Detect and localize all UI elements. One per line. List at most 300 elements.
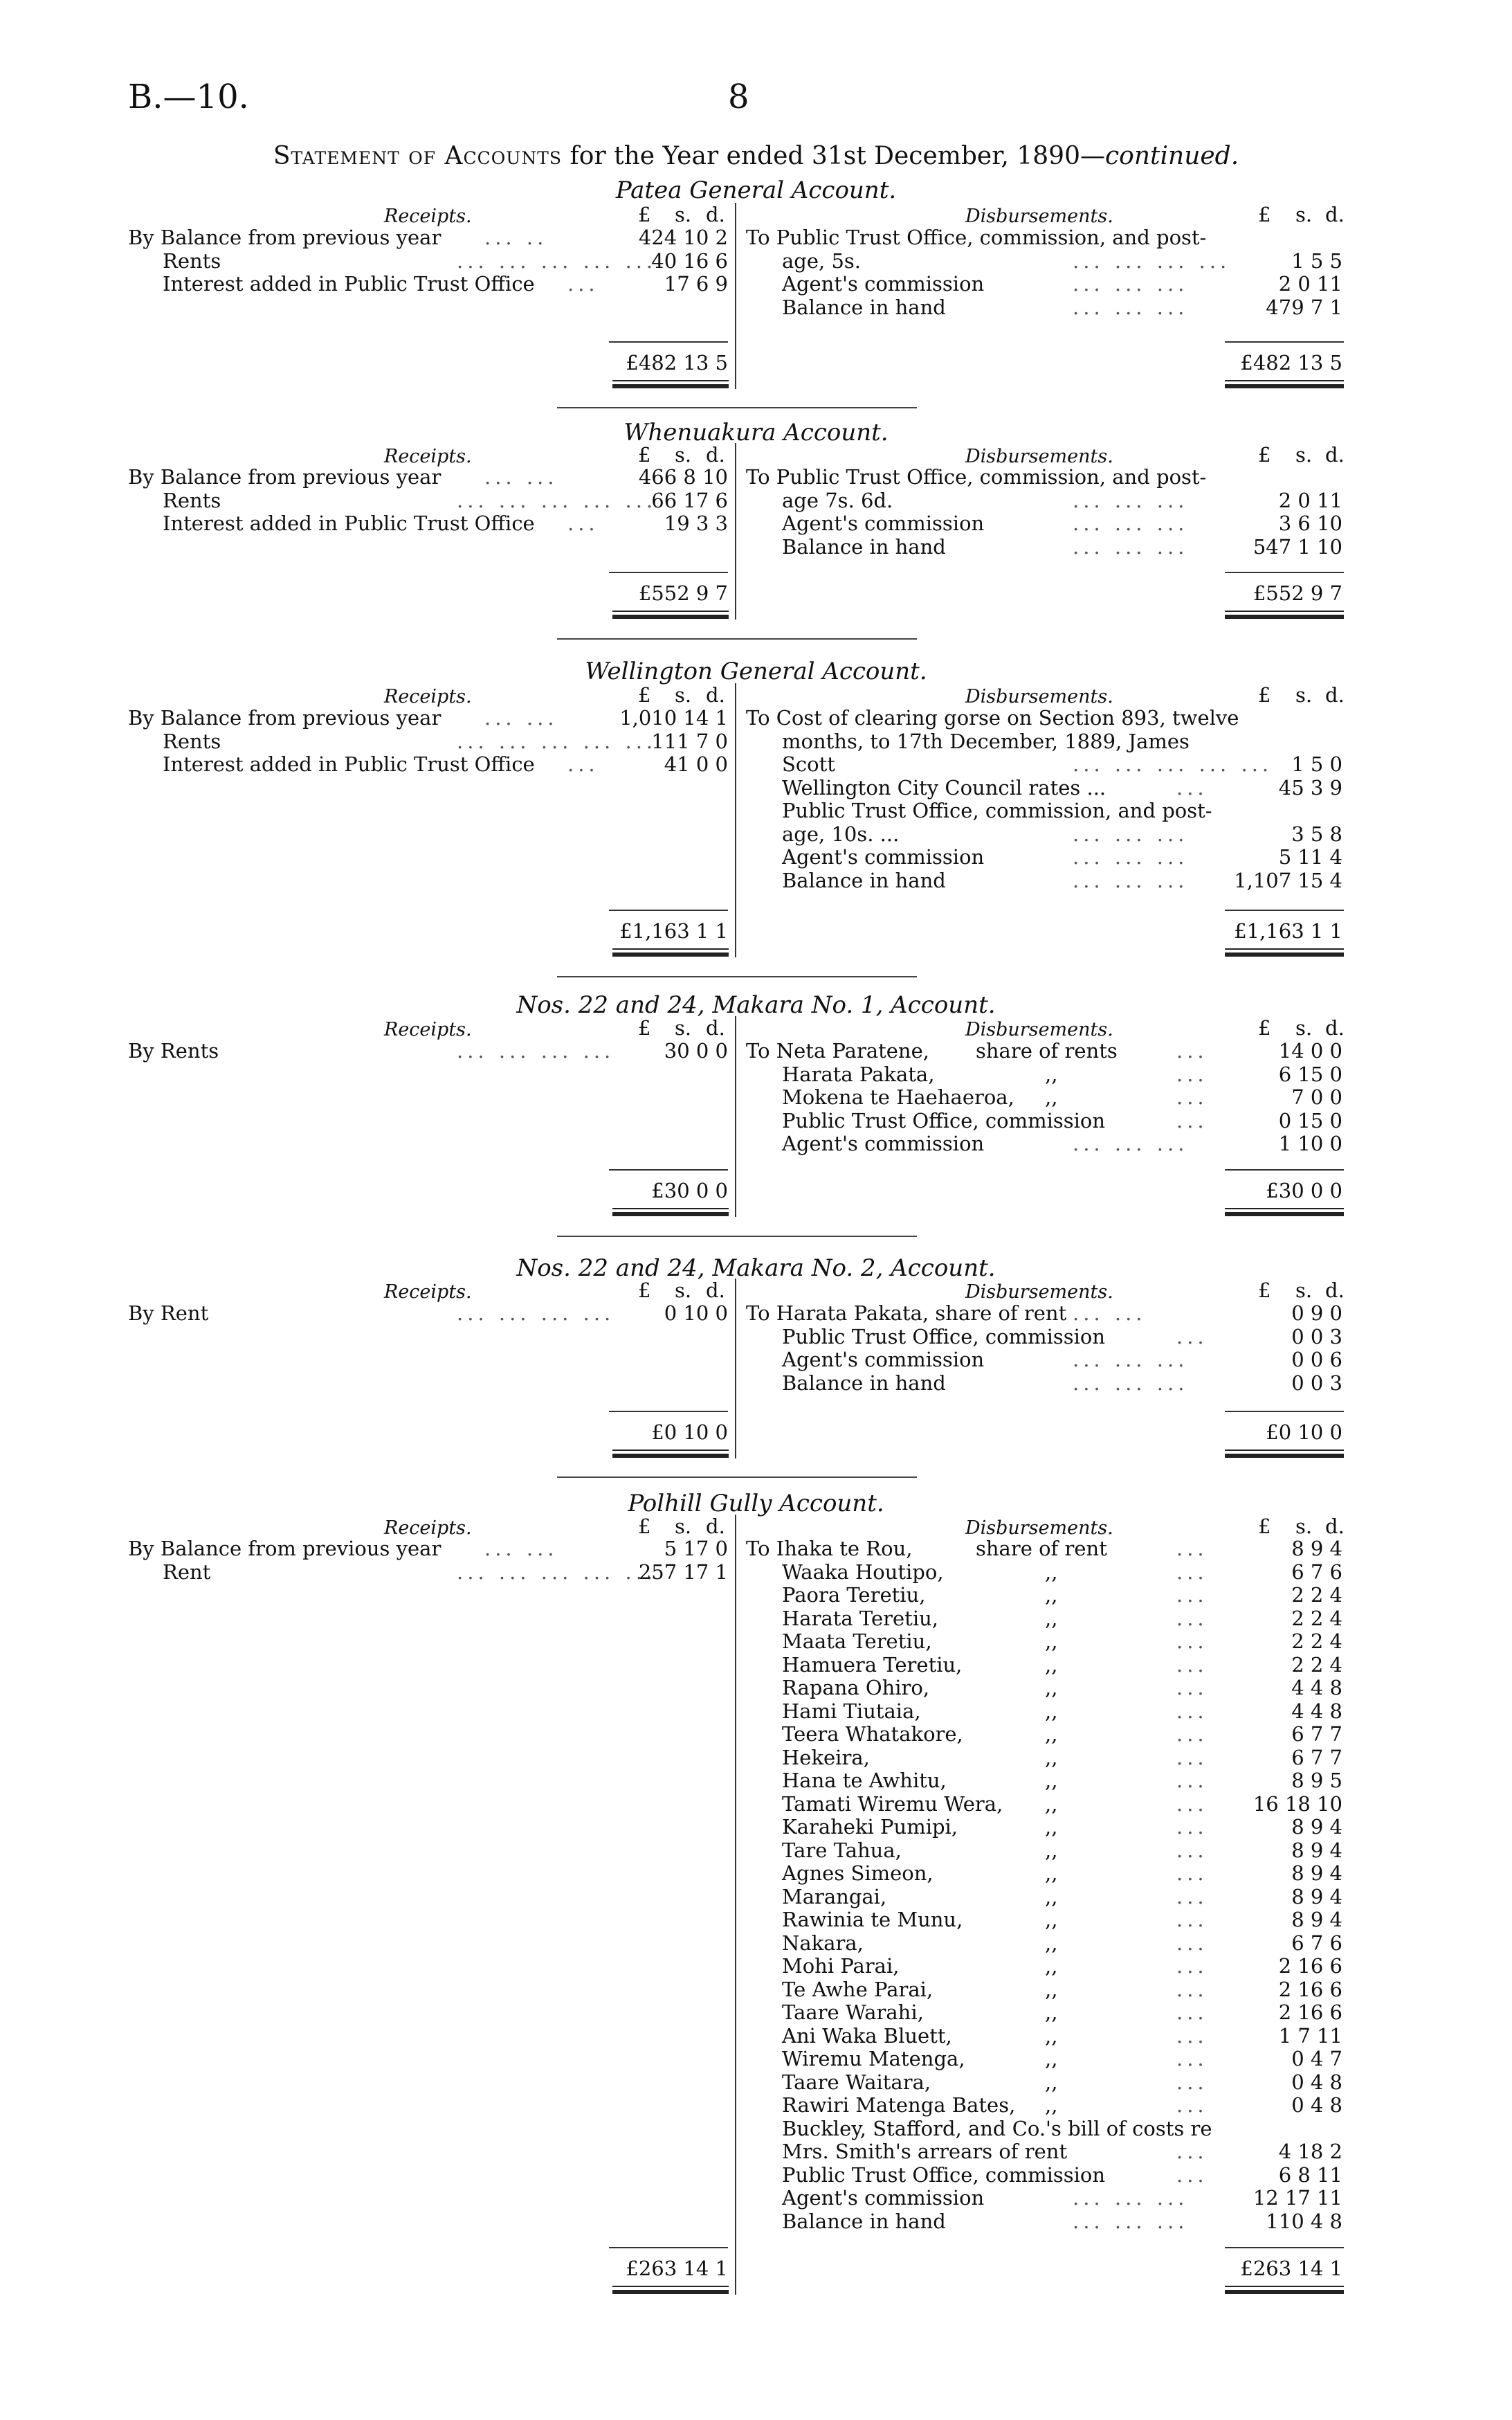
s6-disbursement-note: ,, (1045, 1815, 1058, 1839)
s3-disbursement-amount: 45 3 9 (1278, 776, 1342, 800)
s1-disbursement-label: To Public Trust Office, commission, and post- (746, 226, 1207, 249)
s5-disbursements-total: £0 10 0 (1266, 1420, 1342, 1444)
s2-receipts-heading: Receipts. (384, 446, 472, 467)
s1-receipt-amount: 17 6 9 (664, 272, 728, 296)
s3-disbursement-dots: ... ... ... (1073, 845, 1189, 869)
s3-disbursement-label: Balance in hand (782, 869, 946, 892)
s4-dis-pound: £ (1258, 1016, 1271, 1040)
s3-disbursement-amount: 1 5 0 (1291, 752, 1342, 776)
s6-disbursement-label: Tamati Wiremu Wera, (782, 1792, 1003, 1816)
s6-disbursement-dots: ... (1176, 2024, 1208, 2048)
s6-disbursement-dots: ... (1176, 1839, 1208, 1862)
s6-disbursement-amount: 6 7 7 (1291, 1722, 1342, 1746)
s3-receipts-heading: Receipts. (384, 686, 472, 707)
s1-receipt-amount: 424 10 2 (638, 226, 728, 249)
s5-disbursement-dots: ... ... (1073, 1301, 1147, 1325)
s5-title: Nos. 22 and 24, Makara No. 2, Account. (516, 1254, 996, 1282)
s6-disbursement-dots: ... (1176, 1861, 1208, 1885)
s5-receipt-dots: ... ... ... ... (457, 1301, 615, 1325)
s1-disbursement-dots: ... ... ... ... (1073, 249, 1231, 273)
s2-rec-d: d. (706, 443, 725, 467)
s1-rec-s: s. (675, 203, 692, 226)
s3-disbursement-dots: ... (1176, 776, 1208, 800)
s6-receipts-rule (609, 2247, 728, 2248)
s3-disbursements-rule (1225, 910, 1344, 911)
s2-receipt-dots: ... ... ... ... ... (457, 489, 657, 512)
s6-disbursement-label: Mohi Parai, (782, 1954, 900, 1978)
s6-disbursement-label: Wiremu Matenga, (782, 2047, 965, 2070)
s6-disbursement-label: Hami Tiutaia, (782, 1699, 921, 1723)
s6-disbursement-dots: ... (1176, 1815, 1208, 1839)
s1-receipt-label: By Balance from previous year (128, 226, 441, 249)
s3-disbursement-amount: 1,107 15 4 (1234, 869, 1342, 892)
s3-receipt-dots: ... (567, 752, 599, 776)
s5-receipts-double-rule (612, 1450, 729, 1458)
s6-disbursement-label: Taare Waitara, (782, 2070, 931, 2094)
s6-rec-d: d. (706, 1515, 725, 1538)
s6-disbursement-amount: 8 9 4 (1291, 1908, 1342, 1931)
s3-title: Wellington General Account. (585, 658, 927, 685)
s2-title: Whenuakura Account. (623, 419, 889, 446)
s6-disbursement-amount: 8 9 4 (1291, 1537, 1342, 1560)
s5-disbursements-rule (1225, 1411, 1344, 1412)
s6-disbursement-dots: ... (1176, 1885, 1208, 1908)
s6-disbursement-label: Paora Teretiu, (782, 1583, 926, 1607)
s5-disbursement-amount: 0 9 0 (1291, 1301, 1342, 1325)
s3-rec-s: s. (675, 683, 692, 707)
s6-column-divider (735, 1515, 736, 2295)
s6-disbursement-amount: 2 2 4 (1291, 1583, 1342, 1607)
s1-dis-pound: £ (1258, 203, 1271, 226)
s6-disbursement-dots: ... ... ... (1073, 2186, 1189, 2210)
s2-disbursement-label: To Public Trust Office, commission, and post- (746, 465, 1207, 489)
s6-disbursement-amount: 4 4 8 (1291, 1676, 1342, 1699)
s3-rec-d: d. (706, 683, 725, 707)
s6-disbursement-amount: 16 18 10 (1253, 1792, 1342, 1816)
s3-receipt-label: Rents (163, 730, 221, 753)
s4-receipts-total: £30 0 0 (651, 1179, 728, 1202)
s3-dis-s: s. (1295, 683, 1313, 707)
s6-dis-d: d. (1325, 1515, 1345, 1538)
s1-disbursement-dots: ... ... ... (1073, 296, 1189, 319)
s6-disbursement-label: Ani Waka Bluett, (782, 2024, 952, 2048)
s6-disbursement-note: share of rent (976, 1537, 1107, 1560)
s5-column-divider (735, 1279, 736, 1459)
s5-receipts-total: £0 10 0 (651, 1420, 728, 1444)
s6-disbursement-note: ,, (1045, 2001, 1058, 2024)
s6-disbursement-label: Balance in hand (782, 2210, 946, 2233)
s3-section-separator (557, 976, 917, 977)
s6-title: Polhill Gully Account. (628, 1490, 884, 1517)
s6-disbursement-label: Agnes Simeon, (782, 1861, 933, 1885)
s6-disbursement-note: ,, (1045, 1839, 1058, 1862)
s6-disbursement-label: Hekeira, (782, 1746, 870, 1769)
s6-disbursement-amount: 6 7 6 (1291, 1560, 1342, 1584)
s6-rec-s: s. (675, 1515, 692, 1538)
s4-disbursement-dots: ... ... ... (1073, 1132, 1189, 1155)
s5-disbursement-dots: ... ... ... (1073, 1371, 1189, 1395)
statement-heading (0, 142, 1512, 170)
s6-disbursement-note: ,, (1045, 1676, 1058, 1699)
s4-receipt-amount: 30 0 0 (664, 1039, 728, 1063)
s4-disbursement-label: Mokena te Haehaeroa, (782, 1085, 1014, 1109)
s6-disbursement-label: Rawinia te Munu, (782, 1908, 963, 1931)
s4-receipt-label: By Rents (128, 1039, 219, 1063)
page-number: 8 (728, 78, 749, 116)
s4-disbursement-label: Agent's commission (782, 1132, 985, 1155)
s5-disbursement-label: Public Trust Office, commission (782, 1325, 1106, 1348)
s6-disbursement-label: Harata Teretiu, (782, 1607, 938, 1630)
s4-disbursement-label: Harata Pakata, (782, 1063, 935, 1086)
s1-receipts-rule (609, 341, 728, 343)
s6-disbursement-dots: ... (1176, 2093, 1208, 2117)
page-ref: B.—10. (128, 78, 249, 116)
s2-disbursements-rule (1225, 572, 1344, 573)
s6-disbursement-note: ,, (1045, 1931, 1058, 1955)
statement-prefix: Statement of Accounts (273, 142, 563, 170)
s5-rec-s: s. (675, 1279, 692, 1302)
s6-disbursement-amount: 2 16 6 (1278, 1954, 1342, 1978)
s6-disbursement-amount: 0 4 8 (1291, 2093, 1342, 2117)
s6-disbursements-total: £263 14 1 (1240, 2257, 1342, 2280)
s6-disbursements-double-rule (1225, 2286, 1344, 2294)
s2-disbursement-dots: ... ... ... (1073, 489, 1189, 512)
s6-receipt-label: Rent (163, 1560, 211, 1584)
s6-disbursement-label: Maata Teretiu, (782, 1629, 932, 1653)
s2-receipts-total: £552 9 7 (638, 581, 728, 605)
s6-disbursement-label: Agent's commission (782, 2186, 985, 2210)
s6-disbursement-dots: ... (1176, 1537, 1208, 1560)
s6-disbursement-dots: ... (1176, 1908, 1208, 1931)
s3-receipt-amount: 41 0 0 (664, 752, 728, 776)
s6-disbursement-dots: ... (1176, 2163, 1208, 2187)
s5-disbursement-amount: 0 0 3 (1291, 1325, 1342, 1348)
s5-disbursement-amount: 0 0 3 (1291, 1371, 1342, 1395)
s6-disbursement-amount: 2 16 6 (1278, 2001, 1342, 2024)
s3-dis-pound: £ (1258, 683, 1271, 707)
s6-disbursement-amount: 2 2 4 (1291, 1629, 1342, 1653)
s6-disbursement-dots: ... (1176, 1746, 1208, 1769)
s4-dis-s: s. (1295, 1016, 1313, 1040)
s6-disbursement-dots: ... (1176, 1676, 1208, 1699)
s3-disbursements-heading: Disbursements. (965, 686, 1113, 707)
s2-receipt-label: Rents (163, 489, 221, 512)
s1-receipt-amount: 40 16 6 (651, 249, 728, 273)
s2-receipt-dots: ... (567, 512, 599, 535)
s5-receipt-amount: 0 10 0 (664, 1301, 728, 1325)
s6-disbursement-label: Mrs. Smith's arrears of rent (782, 2140, 1068, 2163)
s4-disbursement-dots: ... (1176, 1109, 1208, 1132)
s3-disbursement-dots: ... ... ... (1073, 869, 1189, 892)
s6-disbursement-note: ,, (1045, 1861, 1058, 1885)
s2-receipts-rule (609, 572, 728, 573)
s3-receipt-amount: 111 7 0 (651, 730, 728, 753)
s2-column-divider (735, 443, 736, 620)
s6-disbursement-amount: 2 2 4 (1291, 1607, 1342, 1630)
s6-disbursement-label: To Ihaka te Rou, (746, 1537, 913, 1560)
s2-dis-d: d. (1325, 443, 1345, 467)
s3-disbursements-double-rule (1225, 948, 1344, 957)
s4-disbursement-note: share of rents (976, 1039, 1118, 1063)
s3-disbursement-amount: 3 5 8 (1291, 822, 1342, 846)
s3-receipt-dots: ... ... (484, 706, 558, 730)
s1-disbursement-amount: 2 0 11 (1278, 272, 1342, 296)
s6-disbursement-dots: ... (1176, 1629, 1208, 1653)
s6-dis-s: s. (1295, 1515, 1313, 1538)
s6-disbursement-label: Rawiri Matenga Bates, (782, 2093, 1016, 2117)
s5-disbursement-amount: 0 0 6 (1291, 1348, 1342, 1371)
s6-disbursement-amount: 4 18 2 (1278, 2140, 1342, 2163)
s5-disbursements-heading: Disbursements. (965, 1281, 1113, 1303)
s6-disbursement-dots: ... ... ... (1073, 2210, 1189, 2233)
s4-disbursement-label: To Neta Paratene, (746, 1039, 929, 1063)
s6-disbursement-label: Karaheki Pumipi, (782, 1815, 958, 1839)
s3-rec-pound: £ (638, 683, 651, 707)
s2-disbursement-amount: 3 6 10 (1278, 512, 1342, 535)
s2-receipt-label: Interest added in Public Trust Office (163, 512, 535, 535)
s2-disbursement-amount: 547 1 10 (1253, 535, 1342, 559)
s3-receipt-dots: ... ... ... ... ... (457, 730, 657, 753)
s5-dis-pound: £ (1258, 1279, 1271, 1302)
s6-disbursement-dots: ... (1176, 1931, 1208, 1955)
s4-dis-d: d. (1325, 1016, 1345, 1040)
s6-disbursement-dots: ... (1176, 1560, 1208, 1584)
s6-disbursement-amount: 8 9 4 (1291, 1839, 1342, 1862)
statement-suffix: continued. (1105, 142, 1239, 170)
s1-receipt-label: Rents (163, 249, 221, 273)
s5-disbursements-double-rule (1225, 1450, 1344, 1458)
s6-disbursement-amount: 6 8 11 (1278, 2163, 1342, 2187)
s4-disbursement-amount: 14 0 0 (1278, 1039, 1342, 1063)
s6-dis-pound: £ (1258, 1515, 1271, 1538)
s6-receipts-heading: Receipts. (384, 1517, 472, 1539)
s6-disbursement-note: ,, (1045, 1722, 1058, 1746)
s6-disbursement-note: ,, (1045, 1699, 1058, 1723)
s5-disbursement-label: Balance in hand (782, 1371, 946, 1395)
s6-disbursement-note: ,, (1045, 2093, 1058, 2117)
s6-receipt-dots: ... ... (484, 1537, 558, 1560)
s1-section-separator (557, 407, 917, 408)
s3-disbursement-label: Agent's commission (782, 845, 985, 869)
s4-rec-d: d. (706, 1016, 725, 1040)
s6-disbursement-label: Te Awhe Parai, (782, 1978, 933, 2001)
s5-dis-s: s. (1295, 1279, 1313, 1302)
s3-disbursement-amount: 5 11 4 (1278, 845, 1342, 869)
s4-receipts-rule (609, 1169, 728, 1171)
s6-disbursement-label: Teera Whatakore, (782, 1722, 963, 1746)
s5-rec-d: d. (706, 1279, 725, 1302)
s6-disbursement-label: Nakara, (782, 1931, 864, 1955)
s2-receipt-amount: 466 8 10 (638, 465, 728, 489)
s4-section-separator (557, 1236, 917, 1237)
s3-disbursement-label: To Cost of clearing gorse on Section 893, twelve (746, 706, 1239, 730)
s6-disbursement-note: ,, (1045, 1653, 1058, 1677)
s2-disbursement-label: Balance in hand (782, 535, 946, 559)
s6-disbursement-dots: ... (1176, 2070, 1208, 2094)
s6-disbursement-amount: 1 7 11 (1278, 2024, 1342, 2048)
s6-disbursement-note: ,, (1045, 1629, 1058, 1653)
s6-disbursement-label: Tare Tahua, (782, 1839, 902, 1862)
s2-section-separator (557, 638, 917, 640)
s1-receipts-double-rule (612, 380, 729, 388)
s6-receipts-double-rule (612, 2286, 729, 2294)
s6-disbursement-amount: 8 9 4 (1291, 1885, 1342, 1908)
s4-disbursement-dots: ... (1176, 1063, 1208, 1086)
s6-disbursement-dots: ... (1176, 1792, 1208, 1816)
s6-disbursement-note: ,, (1045, 1885, 1058, 1908)
s3-disbursement-dots: ... ... ... ... ... (1073, 752, 1273, 776)
s1-rec-d: d. (706, 203, 725, 226)
s1-receipts-heading: Receipts. (384, 206, 472, 227)
s6-disbursement-dots: ... (1176, 1653, 1208, 1677)
s5-receipt-label: By Rent (128, 1301, 209, 1325)
s1-dis-s: s. (1295, 203, 1313, 226)
s4-disbursement-note: ,, (1045, 1063, 1058, 1086)
s6-receipt-label: By Balance from previous year (128, 1537, 441, 1560)
s2-disbursements-heading: Disbursements. (965, 446, 1113, 467)
s3-receipt-label: By Balance from previous year (128, 706, 441, 730)
s2-receipt-label: By Balance from previous year (128, 465, 441, 489)
s6-disbursement-amount: 6 7 6 (1291, 1931, 1342, 1955)
s6-disbursement-dots: ... (1176, 2140, 1208, 2163)
s3-disbursement-label: Wellington City Council rates ... (782, 776, 1106, 800)
s6-disbursement-note: ,, (1045, 1978, 1058, 2001)
s3-receipt-amount: 1,010 14 1 (619, 706, 728, 730)
s5-rec-pound: £ (638, 1279, 651, 1302)
s6-disbursement-note: ,, (1045, 1769, 1058, 1792)
s6-disbursements-rule (1225, 2247, 1344, 2248)
s6-disbursement-dots: ... (1176, 1954, 1208, 1978)
s1-rec-pound: £ (638, 203, 651, 226)
s1-receipt-dots: ... (567, 272, 599, 296)
s6-disbursement-note: ,, (1045, 1746, 1058, 1769)
s6-disbursement-dots: ... (1176, 2047, 1208, 2070)
s3-receipts-double-rule (612, 948, 729, 957)
s6-disbursement-label: Hana te Awhitu, (782, 1769, 947, 1792)
s6-disbursement-label: Buckley, Stafford, and Co.'s bill of costs re (782, 2117, 1212, 2140)
s6-disbursement-label: Hamuera Teretiu, (782, 1653, 963, 1677)
s3-disbursement-label: months, to 17th December, 1889, James (782, 730, 1190, 753)
s6-disbursement-note: ,, (1045, 1954, 1058, 1978)
s2-disbursements-double-rule (1225, 611, 1344, 619)
s6-receipt-amount: 5 17 0 (664, 1537, 728, 1560)
s6-disbursement-dots: ... (1176, 1699, 1208, 1723)
s1-dis-d: d. (1325, 203, 1345, 226)
s2-disbursement-label: age 7s. 6d. (782, 489, 893, 512)
s2-disbursement-dots: ... ... ... (1073, 512, 1189, 535)
s5-disbursement-dots: ... ... ... (1073, 1348, 1189, 1371)
s4-disbursement-amount: 0 15 0 (1278, 1109, 1342, 1132)
s6-disbursement-label: Rapana Ohiro, (782, 1676, 930, 1699)
s6-disbursement-note: ,, (1045, 2047, 1058, 2070)
s6-disbursement-label: Taare Warahi, (782, 2001, 924, 2024)
s1-receipt-label: Interest added in Public Trust Office (163, 272, 535, 296)
s3-disbursement-label: Public Trust Office, commission, and post- (782, 799, 1212, 822)
s4-disbursements-total: £30 0 0 (1266, 1179, 1342, 1202)
s6-disbursement-note: ,, (1045, 1792, 1058, 1816)
s6-disbursement-amount: 110 4 8 (1266, 2210, 1342, 2233)
s6-disbursement-amount: 4 4 8 (1291, 1699, 1342, 1723)
s2-receipt-amount: 19 3 3 (664, 512, 728, 535)
s6-disbursement-amount: 12 17 11 (1253, 2186, 1342, 2210)
s6-disbursement-amount: 0 4 7 (1291, 2047, 1342, 2070)
s1-disbursement-label: age, 5s. (782, 249, 862, 273)
s1-receipt-dots: ... .. (484, 226, 548, 249)
s6-disbursement-note: ,, (1045, 1908, 1058, 1931)
s1-disbursement-dots: ... ... ... (1073, 272, 1189, 296)
s4-title: Nos. 22 and 24, Makara No. 1, Account. (516, 991, 996, 1019)
s1-disbursement-label: Balance in hand (782, 296, 946, 319)
s6-disbursement-label: Marangai, (782, 1885, 887, 1908)
s2-disbursement-label: Agent's commission (782, 512, 985, 535)
s4-disbursement-amount: 6 15 0 (1278, 1063, 1342, 1086)
s2-disbursement-amount: 2 0 11 (1278, 489, 1342, 512)
s4-rec-pound: £ (638, 1016, 651, 1040)
s6-disbursement-amount: 8 9 4 (1291, 1815, 1342, 1839)
s3-disbursement-dots: ... ... ... (1073, 822, 1189, 846)
s5-disbursement-label: Agent's commission (782, 1348, 985, 1371)
s1-disbursements-total: £482 13 5 (1240, 351, 1342, 374)
s6-disbursement-dots: ... (1176, 2001, 1208, 2024)
s6-disbursement-dots: ... (1176, 1583, 1208, 1607)
s2-dis-s: s. (1295, 443, 1313, 467)
s5-section-separator (557, 1477, 917, 1478)
s4-disbursement-amount: 7 0 0 (1291, 1085, 1342, 1109)
s4-disbursement-dots: ... (1176, 1085, 1208, 1109)
s4-receipts-double-rule (612, 1208, 729, 1216)
s4-rec-s: s. (675, 1016, 692, 1040)
s2-receipt-amount: 66 17 6 (651, 489, 728, 512)
s4-column-divider (735, 1016, 736, 1217)
s4-disbursements-rule (1225, 1169, 1344, 1171)
s6-disbursement-amount: 0 4 8 (1291, 2070, 1342, 2094)
s6-disbursement-amount: 8 9 4 (1291, 1861, 1342, 1885)
s4-disbursement-dots: ... (1176, 1039, 1208, 1063)
s4-receipts-heading: Receipts. (384, 1019, 472, 1040)
s6-receipts-total: £263 14 1 (626, 2257, 728, 2280)
s6-disbursement-note: ,, (1045, 1607, 1058, 1630)
s3-disbursements-total: £1,163 1 1 (1234, 919, 1342, 943)
s2-disbursement-dots: ... ... ... (1073, 535, 1189, 559)
s6-disbursement-amount: 2 16 6 (1278, 1978, 1342, 2001)
s4-receipt-dots: ... ... ... ... (457, 1039, 615, 1063)
s6-disbursement-label: Waaka Houtipo, (782, 1560, 944, 1584)
s3-column-divider (735, 683, 736, 957)
s6-disbursement-note: ,, (1045, 2070, 1058, 2094)
s3-disbursement-label: Scott (782, 752, 835, 776)
s6-disbursement-dots: ... (1176, 1978, 1208, 2001)
s6-rec-pound: £ (638, 1515, 651, 1538)
s2-rec-s: s. (675, 443, 692, 467)
s1-title: Patea General Account. (615, 177, 897, 204)
s5-dis-d: d. (1325, 1279, 1345, 1302)
s5-receipts-heading: Receipts. (384, 1281, 472, 1303)
s5-disbursement-label: To Harata Pakata, share of rent (746, 1301, 1067, 1325)
s2-disbursements-total: £552 9 7 (1253, 581, 1342, 605)
s6-receipt-amount: 257 17 1 (638, 1560, 728, 1584)
s6-disbursement-dots: ... (1176, 1769, 1208, 1792)
s6-disbursement-dots: ... (1176, 1722, 1208, 1746)
s2-receipts-double-rule (612, 611, 729, 619)
s1-disbursements-rule (1225, 341, 1344, 343)
s6-disbursement-note: ,, (1045, 1560, 1058, 1584)
s6-disbursement-amount: 6 7 7 (1291, 1746, 1342, 1769)
s4-disbursement-amount: 1 10 0 (1278, 1132, 1342, 1155)
s3-receipt-label: Interest added in Public Trust Office (163, 752, 535, 776)
s6-receipt-dots: ... ... ... ... ... (457, 1560, 657, 1584)
s5-receipts-rule (609, 1411, 728, 1412)
s6-disbursement-amount: 2 2 4 (1291, 1653, 1342, 1677)
